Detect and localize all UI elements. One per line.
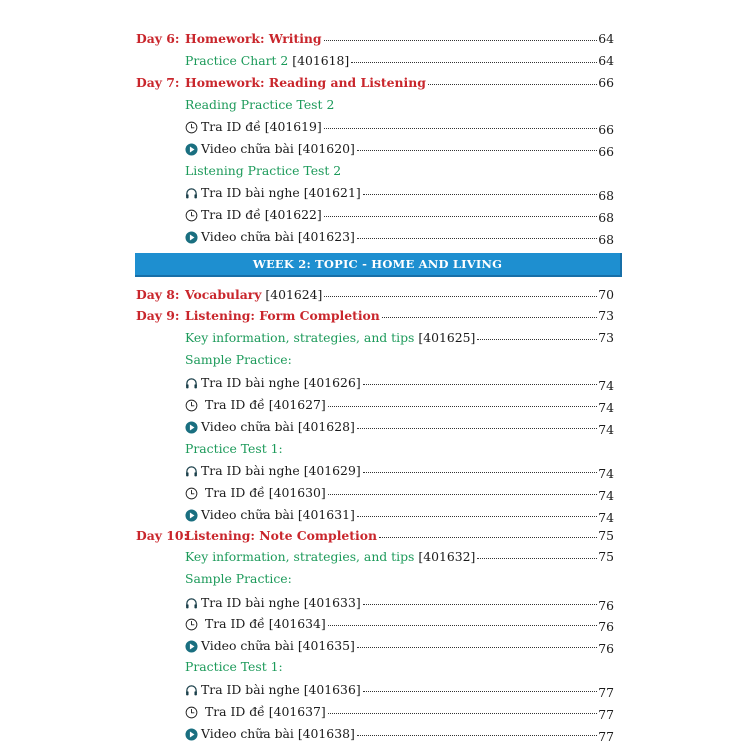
play-icon — [185, 421, 198, 434]
toc-entry[interactable] — [136, 394, 614, 416]
toc-entry[interactable] — [136, 482, 614, 504]
entry-code: [401635] — [297, 638, 355, 653]
toc-entry[interactable] — [136, 372, 614, 394]
toc-subheading — [136, 438, 614, 460]
leader-dots — [357, 149, 597, 151]
entry-code: [401638] — [297, 726, 355, 741]
page-number: 74 — [598, 421, 614, 437]
entry-title: Tra ID bài nghe — [201, 463, 300, 478]
subheading-title: Practice Test 1: — [185, 659, 283, 674]
toc-entry[interactable] — [136, 635, 614, 657]
toc-entry[interactable] — [136, 460, 614, 482]
entry-title: Tra ID đề — [204, 616, 265, 631]
entry-title: Video chữa bài — [201, 507, 294, 522]
page-number: 68 — [598, 231, 614, 247]
entry-title: Tra ID đề — [201, 119, 261, 134]
leader-dots — [363, 193, 597, 195]
entry-title: Homework: Writing — [185, 31, 322, 46]
week-banner-label: WEEK 2: TOPIC - HOME AND LIVING — [252, 257, 503, 271]
toc-entry[interactable] — [136, 327, 614, 349]
entry-code: [401628] — [297, 419, 355, 434]
headphones-icon — [185, 377, 198, 390]
clock-icon — [185, 618, 198, 631]
subheading-title: Practice Test 1: — [185, 441, 283, 456]
page-number: 74 — [598, 509, 614, 525]
week-banner — [135, 253, 622, 277]
entry-code: [401620] — [297, 141, 355, 156]
play-icon — [185, 231, 198, 244]
entry-title: Tra ID đề — [204, 397, 265, 412]
leader-dots — [328, 712, 597, 714]
entry-code: [401631] — [297, 507, 355, 522]
entry-title: Tra ID đề — [204, 704, 265, 719]
entry-title: Tra ID bài nghe — [201, 682, 300, 697]
toc-entry[interactable] — [136, 226, 614, 248]
toc-entry[interactable] — [136, 416, 614, 438]
page-number: 73 — [598, 308, 614, 323]
leader-dots — [428, 83, 597, 85]
page-number: 76 — [598, 618, 614, 634]
toc-entry[interactable] — [136, 138, 614, 160]
page-number: 76 — [598, 640, 614, 656]
clock-icon — [185, 209, 198, 222]
toc-entry-day8[interactable] — [136, 284, 614, 306]
page-number: 75 — [598, 528, 614, 543]
toc-entry[interactable] — [136, 204, 614, 226]
toc-entry-day7[interactable] — [136, 72, 614, 94]
clock-icon — [185, 399, 198, 412]
leader-dots — [357, 427, 597, 429]
subheading-title: Listening Practice Test 2 — [185, 163, 342, 178]
entry-code: [401619] — [264, 119, 322, 134]
entry-title: Tra ID bài nghe — [201, 595, 300, 610]
day-label: Day 7: — [136, 75, 180, 90]
entry-code: [401623] — [297, 229, 355, 244]
toc-entry[interactable] — [136, 504, 614, 526]
entry-code: [401630] — [268, 485, 326, 500]
toc-entry[interactable] — [136, 182, 614, 204]
leader-dots — [363, 383, 597, 385]
leader-dots — [328, 624, 597, 626]
entry-code: [401633] — [303, 595, 361, 610]
day-label: Day 9: — [136, 308, 180, 323]
toc-entry[interactable] — [136, 50, 614, 72]
page-number: 74 — [598, 377, 614, 393]
toc-entry[interactable] — [136, 116, 614, 138]
clock-icon — [185, 487, 198, 500]
entry-code: [401622] — [264, 207, 322, 222]
toc-subheading — [136, 160, 614, 182]
subheading-title: Reading Practice Test 2 — [185, 97, 335, 112]
leader-dots — [477, 557, 597, 559]
leader-dots — [328, 493, 597, 495]
entry-title: Practice Chart 2 — [185, 53, 289, 68]
entry-title: Tra ID đề — [201, 207, 261, 222]
leader-dots — [357, 734, 597, 736]
page-number: 66 — [598, 121, 614, 137]
day-label: Day 10: — [136, 528, 189, 543]
entry-title: Video chữa bài — [201, 419, 294, 434]
clock-icon — [185, 706, 198, 719]
leader-dots — [324, 127, 597, 129]
leader-dots — [363, 690, 597, 692]
entry-code: [401634] — [268, 616, 326, 631]
entry-title: Video chữa bài — [201, 726, 294, 741]
toc-entry[interactable] — [136, 546, 614, 568]
clock-icon — [185, 121, 198, 134]
page-number: 66 — [598, 143, 614, 159]
leader-dots — [382, 316, 597, 318]
leader-dots — [357, 515, 597, 517]
entry-code: [401636] — [303, 682, 361, 697]
entry-code: [401632] — [418, 549, 476, 564]
play-icon — [185, 509, 198, 522]
page-number: 76 — [598, 597, 614, 613]
entry-code: [401627] — [268, 397, 326, 412]
entry-code: [401621] — [303, 185, 361, 200]
headphones-icon — [185, 684, 198, 697]
toc-entry-day10[interactable] — [136, 525, 614, 547]
page-number: 74 — [598, 399, 614, 415]
entry-code: [401625] — [418, 330, 476, 345]
page-number: 75 — [598, 549, 614, 564]
entry-title: Tra ID đề — [204, 485, 265, 500]
toc-entry[interactable] — [136, 723, 614, 745]
leader-dots — [351, 61, 597, 63]
day-label: Day 8: — [136, 287, 180, 302]
toc-entry[interactable] — [136, 592, 614, 614]
play-icon — [185, 728, 198, 741]
entry-code: [401637] — [268, 704, 326, 719]
page-number: 64 — [598, 53, 614, 68]
entry-code: [401618] — [292, 53, 350, 68]
entry-title: Vocabulary — [185, 287, 262, 302]
entry-code: [401629] — [303, 463, 361, 478]
toc-entry[interactable] — [136, 613, 614, 635]
entry-title: Tra ID bài nghe — [201, 185, 300, 200]
leader-dots — [379, 536, 597, 538]
toc-subheading — [136, 94, 614, 116]
entry-title: Video chữa bài — [201, 141, 294, 156]
leader-dots — [324, 295, 597, 297]
play-icon — [185, 640, 198, 653]
page-number: 77 — [598, 728, 614, 744]
headphones-icon — [185, 597, 198, 610]
entry-title: Video chữa bài — [201, 638, 294, 653]
headphones-icon — [185, 187, 198, 200]
play-icon — [185, 143, 198, 156]
leader-dots — [477, 338, 597, 340]
leader-dots — [324, 39, 597, 41]
page-number: 68 — [598, 187, 614, 203]
toc-subheading — [136, 349, 614, 371]
leader-dots — [363, 603, 597, 605]
entry-title: Listening: Note Completion — [185, 528, 377, 543]
toc-entry[interactable] — [136, 679, 614, 701]
toc-subheading — [136, 568, 614, 590]
toc-entry-day9[interactable] — [136, 305, 614, 327]
page-number: 77 — [598, 684, 614, 700]
leader-dots — [357, 646, 597, 648]
page-number: 74 — [598, 487, 614, 503]
page-number: 77 — [598, 706, 614, 722]
entry-title: Video chữa bài — [201, 229, 294, 244]
leader-dots — [328, 405, 597, 407]
page-number: 68 — [598, 209, 614, 225]
page-number: 64 — [598, 31, 614, 46]
headphones-icon — [185, 465, 198, 478]
day-label: Day 6: — [136, 31, 180, 46]
page-number: 70 — [598, 287, 614, 302]
entry-title: Homework: Reading and Listening — [185, 75, 426, 90]
subheading-title: Sample Practice: — [185, 571, 292, 586]
entry-code: [401624] — [265, 287, 323, 302]
toc-entry[interactable] — [136, 701, 614, 723]
leader-dots — [363, 471, 597, 473]
entry-code: [401626] — [303, 375, 361, 390]
page-number: 73 — [598, 330, 614, 345]
leader-dots — [324, 215, 597, 217]
entry-title: Key information, strategies, and tips — [185, 330, 415, 345]
toc-entry-day6[interactable] — [136, 28, 614, 50]
toc-subheading — [136, 656, 614, 678]
page-number: 66 — [598, 75, 614, 90]
subheading-title: Sample Practice: — [185, 352, 292, 367]
entry-title: Tra ID bài nghe — [201, 375, 300, 390]
entry-title: Listening: Form Completion — [185, 308, 380, 323]
entry-title: Key information, strategies, and tips — [185, 549, 415, 564]
page-number: 74 — [598, 465, 614, 481]
leader-dots — [357, 237, 597, 239]
